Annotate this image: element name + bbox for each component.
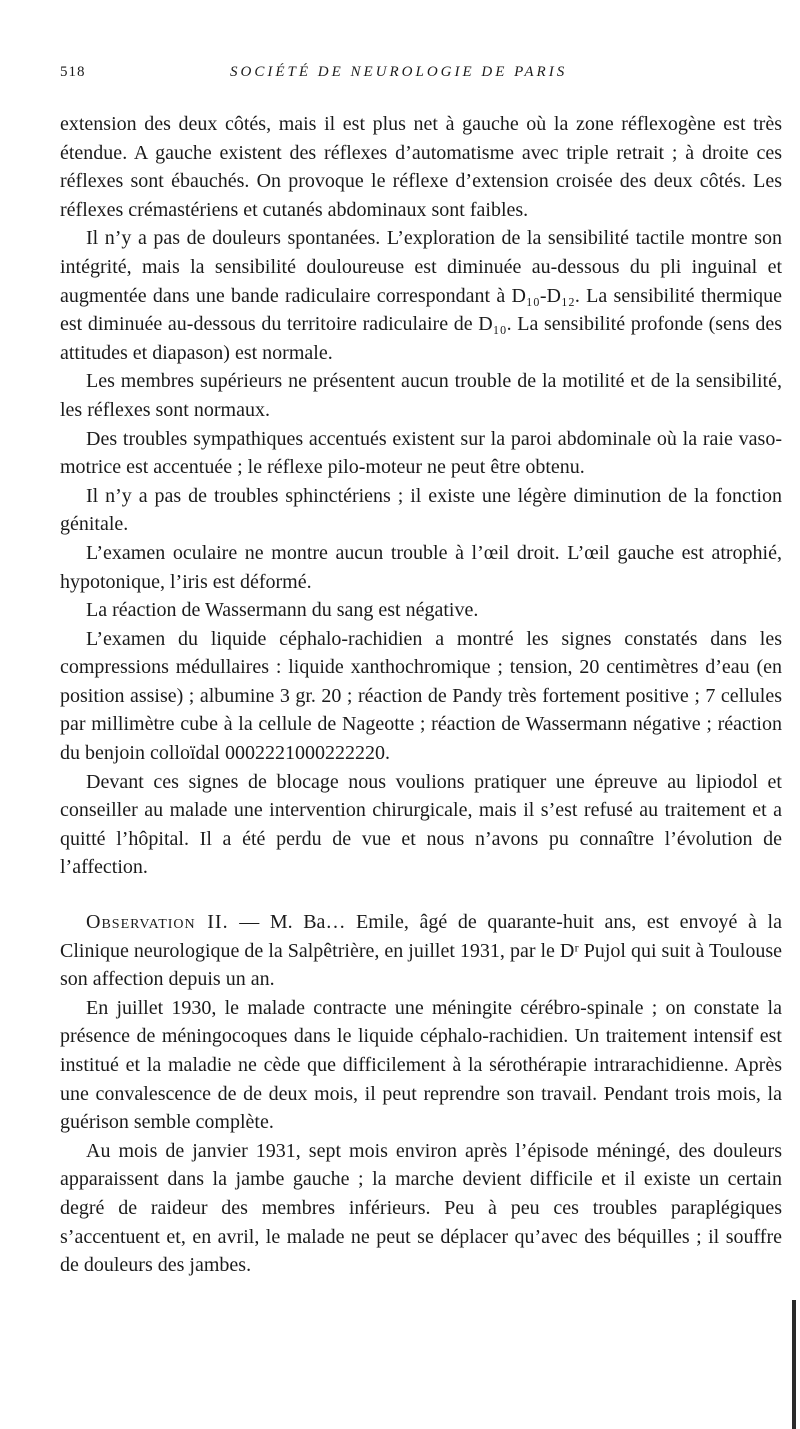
body-text [60, 110, 782, 1280]
paragraph: L’examen du liquide céphalo-rachidien a montré les signes constatés dans les compressions médullaires : liquide xanthochromique ; tension, 20 centimètres d’eau (en position assise) ; albumine 3 gr. 20 ; réaction de Pandy très fortement positive ; 7 cellules par millimètre cube à la cellule de Nageotte ; réaction de Wassermann négative ; réaction du benjoin colloïdal 0002221000222220. [60, 627, 782, 765]
paragraph: Devant ces signes de blocage nous voulions pratiquer une épreuve au lipiodol et conseiller au malade une intervention chirurgicale, mais il s’est refusé au traitement et a quitté l’hôpital. Il a été perdu de vue et nous n’avons pu connaître l’évolution de l’affection. [60, 770, 782, 879]
paragraph: Les membres supérieurs ne présentent aucun trouble de la motilité et de la sensibilité, les réflexes sont normaux. [60, 370, 782, 421]
page-number: 518 [60, 64, 86, 80]
paragraph: La réaction de Wassermann du sang est négative. [86, 599, 479, 622]
paragraph: Il n’y a pas de douleurs spontanées. L’exploration de la sensibilité tactile montre son intégrité, mais la sensibilité douloureuse est diminuée au-dessous du pli inguinal et augmentée dans une bande radiculaire correspondant à D₁₀-D₁₂. La sensibilité thermique est diminuée au-dessous du territoire radiculaire de D₁₀. La sensibilité profonde (sens des attitudes et diapason) est normale. [60, 227, 782, 364]
observation-text: — M. Ba… Emile, âgé de quarante-huit ans, est envoyé à la Clinique neurologique de la Salpêtrière, en juillet 1931, par le Dʳ Pujol qui suit à Toulouse son affection depuis un an. [60, 911, 782, 991]
paragraph: extension des deux côtés, mais il est plus net à gauche où la zone réflexogène est très étendue. A gauche existent des réflexes d’automatisme avec triple retrait ; à droite ces réflexes sont ébauchés. On provoque le réflexe d’extension croisée des deux côtés. Les réflexes crémastériens et cutanés abdominaux sont faibles. [60, 113, 782, 221]
journal-title: SOCIÉTÉ DE NEUROLOGIE DE PARIS [230, 64, 568, 80]
paragraph: En juillet 1930, le malade contracte une méningite cérébro-spinale ; on constate la présence de méningocoques dans le liquide céphalo-rachidien. Un traitement intensif est institué et la maladie ne cède que difficilement à la sérothérapie intrarachidienne. Après une convalescence de de deux mois, il peut reprendre son travail. Pendant trois mois, la guérison semble complète. [60, 996, 782, 1134]
observation-paragraph [60, 908, 782, 994]
running-head [60, 58, 782, 84]
paragraph: Il n’y a pas de troubles sphinctériens ; il existe une légère diminution de la fonction génitale. [60, 484, 782, 536]
paragraph: Au mois de janvier 1931, sept mois environ après l’épisode méningé, des douleurs apparaissent dans la jambe gauche ; la marche devient difficile et il existe un certain degré de raideur des membres inférieurs. Peu à peu ces troubles paraplégiques s’accentuent et, en avril, le malade ne peut se déplacer qu’avec des béquilles ; il souffre de douleurs des jambes. [60, 1139, 782, 1277]
document-page [60, 58, 782, 1280]
paragraph: Des troubles sympathiques accentués existent sur la paroi abdominale où la raie vaso-motrice est accentuée ; le réflexe pilo-moteur ne peut être obtenu. [60, 427, 782, 479]
observation-label: Observation II. [86, 911, 229, 934]
page-edge-mark [792, 1300, 796, 1429]
paragraph: L’examen oculaire ne montre aucun trouble à l’œil droit. L’œil gauche est atrophié, hypotonique, l’iris est déformé. [60, 541, 782, 593]
